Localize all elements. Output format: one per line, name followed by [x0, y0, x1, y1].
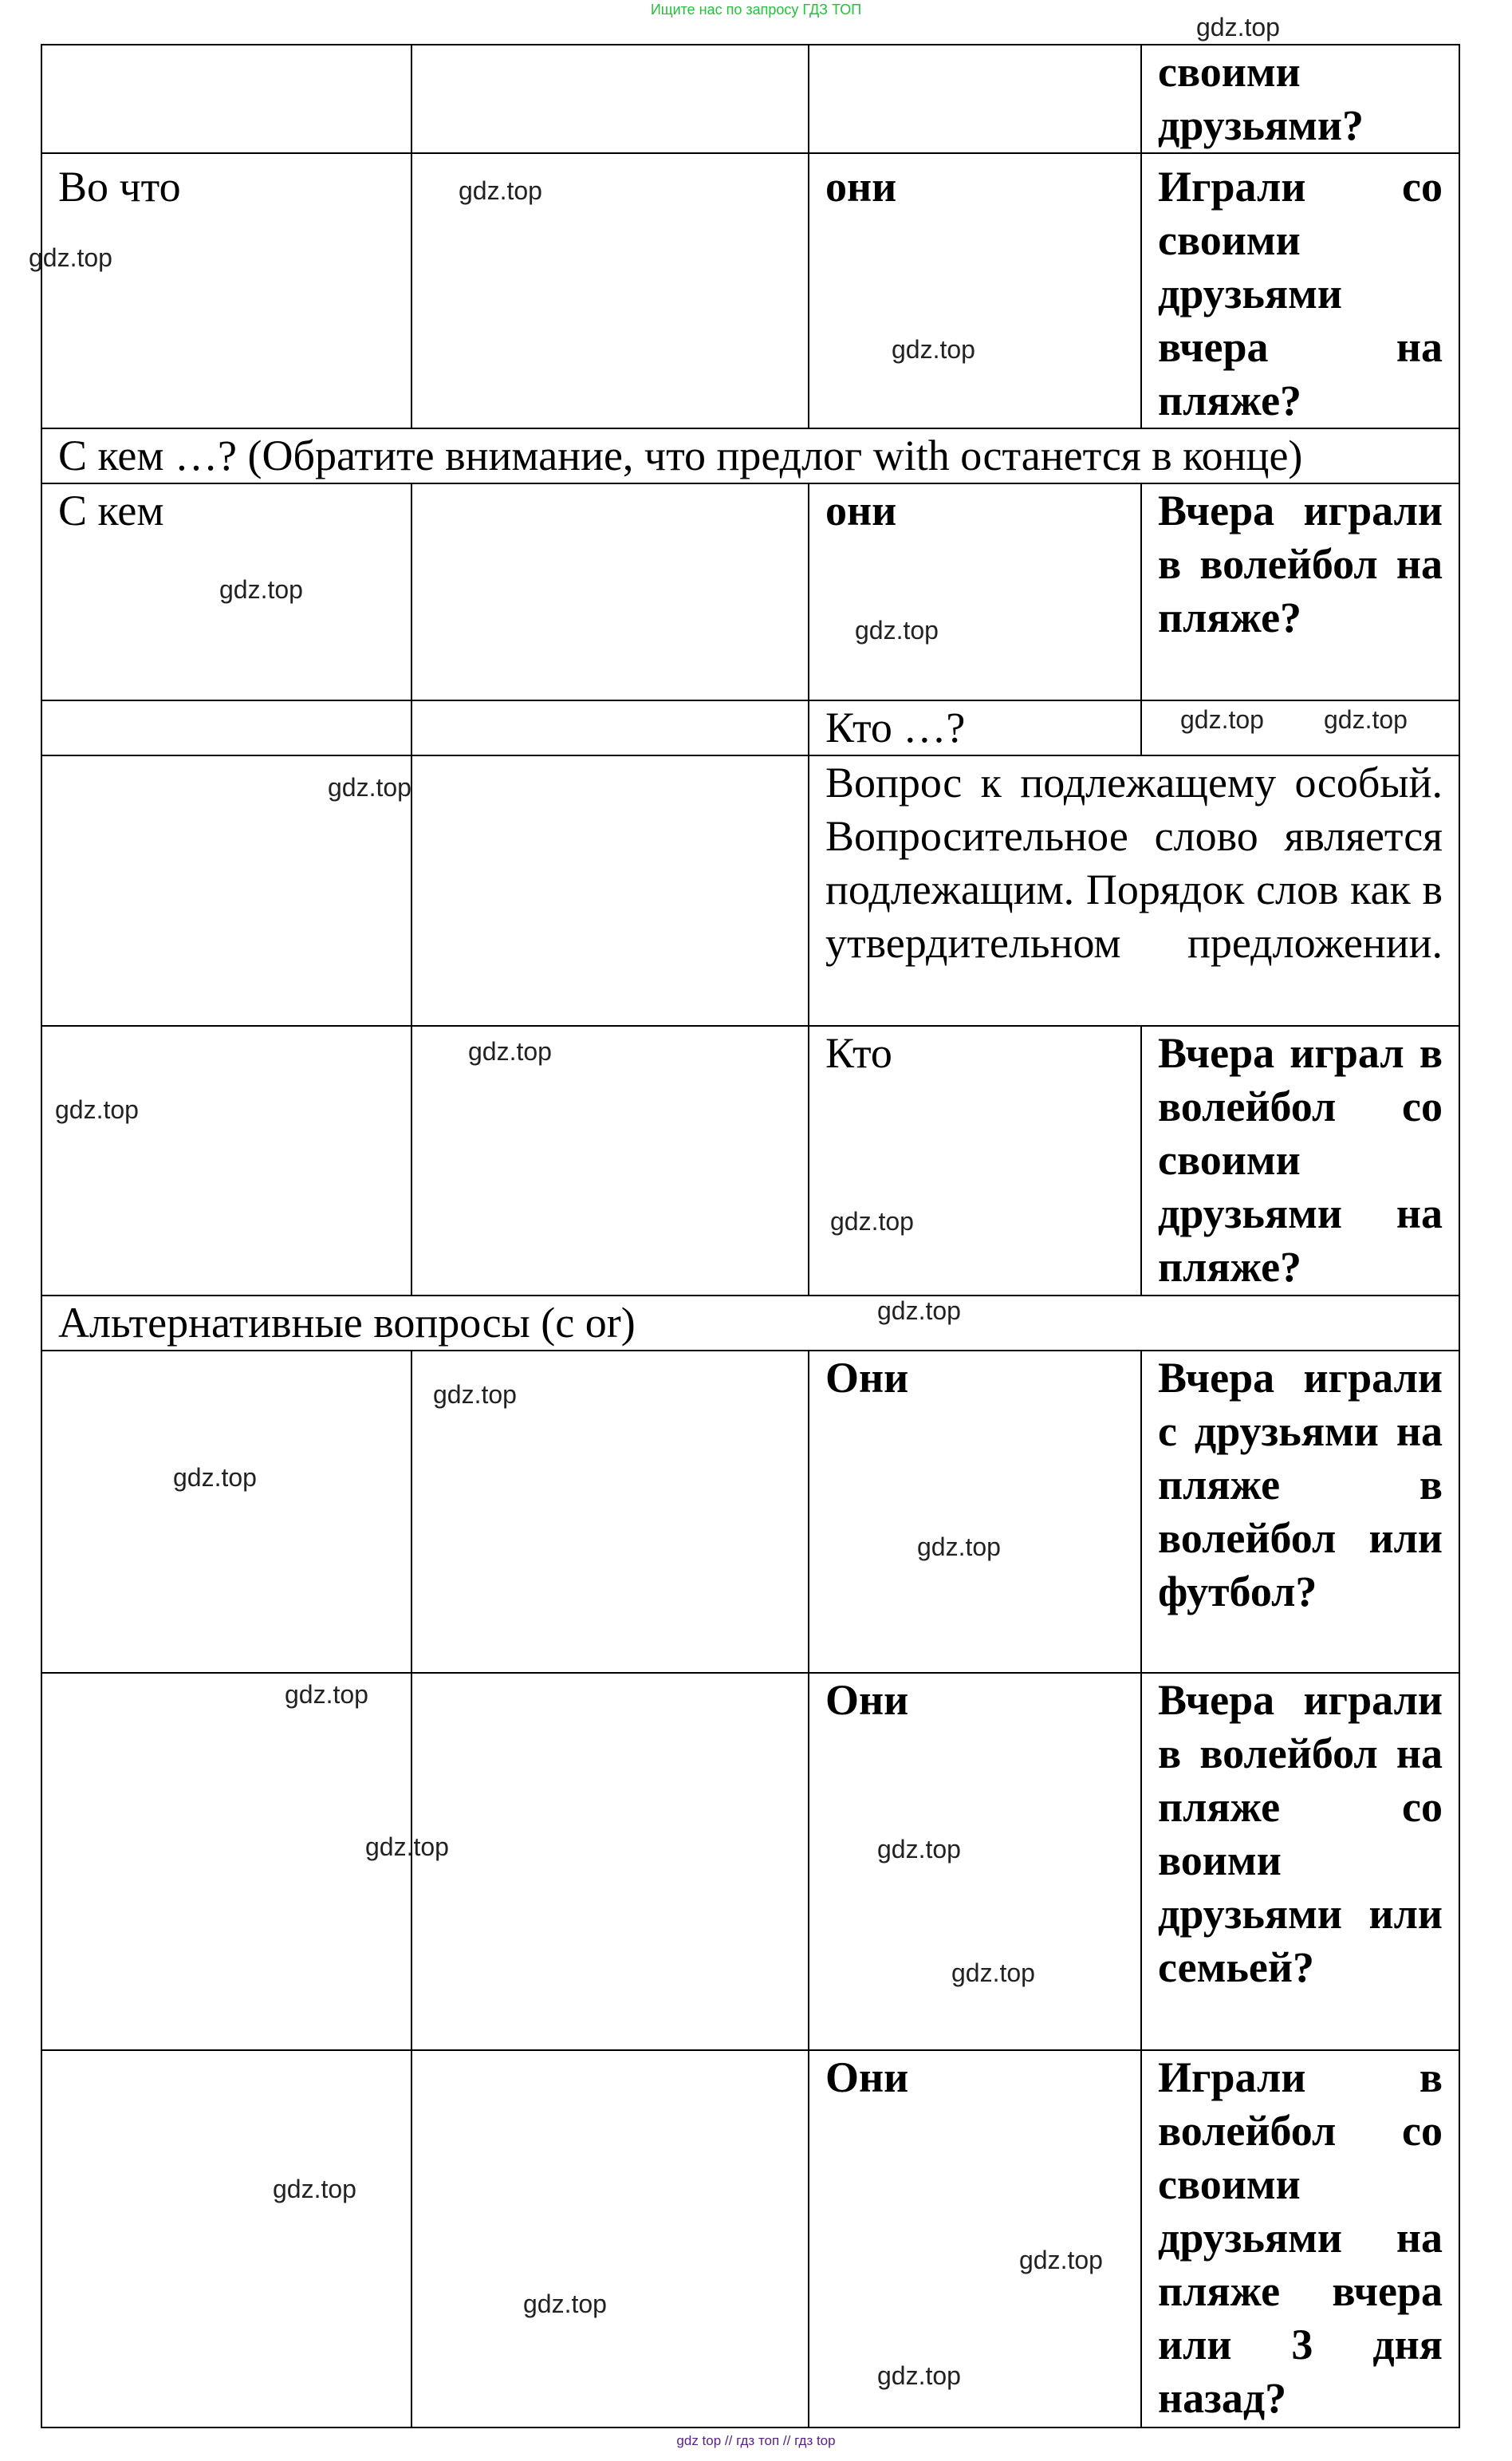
cell — [411, 1673, 809, 2050]
cell — [809, 45, 1141, 153]
watermark: gdz.top — [173, 1463, 257, 1492]
cell: Вчера играли с друзьями на пляже в волейбол или футбол? — [1141, 1351, 1459, 1673]
watermark: gdz.top — [468, 1037, 552, 1066]
watermark: gdz.top — [459, 176, 542, 205]
table-row — [41, 1673, 1459, 2050]
cell: Играли со своими друзьями вчера на пляже? — [1141, 153, 1459, 428]
cell: Кто …? — [809, 700, 1141, 755]
table-row — [41, 1296, 1459, 1351]
cell: Они — [809, 1351, 1141, 1673]
explanation-cell: Вопрос к подлежащему особый. Вопросительное слово является подлежащим. Порядок слов как в утвердительном предложении. — [809, 755, 1459, 1026]
watermark: gdz.top — [951, 1958, 1035, 1987]
cell — [41, 1673, 411, 2050]
cell: они — [809, 153, 1141, 428]
watermark: gdz.top — [219, 575, 303, 604]
watermark: gdz.top — [1019, 2246, 1103, 2274]
watermark: gdz.top — [830, 1207, 914, 1236]
cell: Они — [809, 2050, 1141, 2427]
cell: Играли в волейбол со своими друзьями на пляже вчера или 3 дня назад? — [1141, 2050, 1459, 2427]
cell — [41, 1351, 411, 1673]
watermark: gdz.top — [877, 1296, 961, 1325]
watermark: gdz.top — [55, 1095, 139, 1124]
watermark: gdz.top — [285, 1680, 368, 1709]
watermark: gdz.top — [877, 2361, 961, 2390]
section-heading: С кем …? (Обратите внимание, что предлог with останется в конце) — [41, 428, 1459, 483]
watermark: gdz.top — [273, 2175, 356, 2203]
search-banner: Ищите нас по запросу ГДЗ ТОП — [650, 2, 862, 18]
cell: Вчера играл в волейбол со своими друзьями на пляже? — [1141, 1026, 1459, 1296]
cell — [411, 755, 809, 1026]
table-row — [41, 153, 1459, 428]
cell — [411, 1026, 809, 1296]
cell: Во что — [41, 153, 411, 428]
watermark: gdz.top — [29, 243, 112, 272]
cell: С кем — [41, 483, 411, 700]
watermark: gdz.top — [892, 335, 975, 364]
watermark: gdz.top — [433, 1380, 517, 1409]
cell: Вчера играли в волейбол на пляже? — [1141, 483, 1459, 700]
cell: Вчера играли в волейбол на пляже со воими друзьями или семьей? — [1141, 1673, 1459, 2050]
grammar-table — [41, 44, 1460, 2428]
table-row — [41, 755, 1459, 1026]
watermark: gdz.top — [1324, 705, 1408, 734]
table-row — [41, 2050, 1459, 2427]
cell: они — [809, 483, 1141, 700]
cell — [411, 45, 809, 153]
watermark: gdz.top — [365, 1832, 449, 1861]
watermark: gdz.top — [523, 2289, 607, 2318]
table-row — [41, 1351, 1459, 1673]
cell: своими друзьями? — [1141, 45, 1459, 153]
section-heading: Альтернативные вопросы (с or) — [41, 1296, 1459, 1351]
cell: Они — [809, 1673, 1141, 2050]
watermark: gdz.top — [1180, 705, 1264, 734]
watermark: gdz.top — [1196, 13, 1280, 41]
table-row — [41, 1026, 1459, 1296]
footer-links[interactable]: gdz top // гдз топ // гдз top — [676, 2433, 836, 2448]
table-row — [41, 428, 1459, 483]
cell — [41, 700, 411, 755]
cell — [411, 700, 809, 755]
watermark: gdz.top — [917, 1532, 1001, 1561]
watermark: gdz.top — [855, 616, 939, 645]
table-row — [41, 45, 1459, 153]
watermark: gdz.top — [328, 773, 411, 802]
cell — [41, 1026, 411, 1296]
cell — [41, 2050, 411, 2427]
cell — [41, 45, 411, 153]
cell: Кто — [809, 1026, 1141, 1296]
cell — [411, 2050, 809, 2427]
watermark: gdz.top — [877, 1835, 961, 1863]
cell — [411, 483, 809, 700]
